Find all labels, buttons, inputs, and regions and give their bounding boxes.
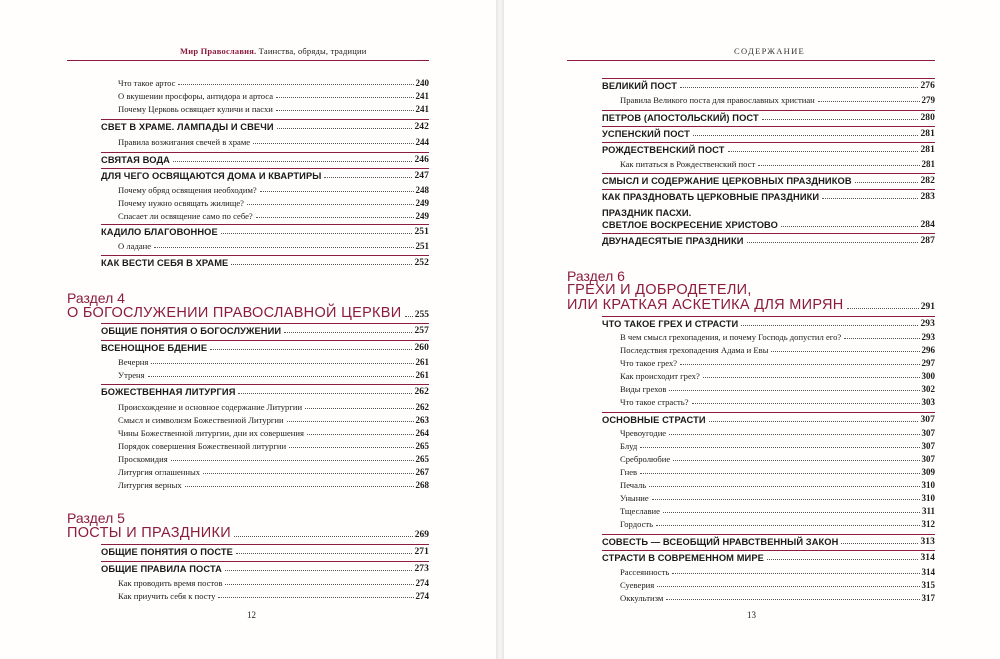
toc-entry[interactable]: О вкушении просфоры, антидора и артоса 241 <box>118 91 429 101</box>
right-page <box>504 0 1000 659</box>
toc-heading[interactable]: ПЕТРОВ (АПОСТОЛЬСКИЙ) ПОСТ 280 <box>602 113 935 123</box>
toc-heading[interactable]: ДВУНАДЕСЯТЫЕ ПРАЗДНИКИ 287 <box>602 236 935 246</box>
toc-heading[interactable]: ДЛЯ ЧЕГО ОСВЯЩАЮТСЯ ДОМА И КВАРТИРЫ 247 <box>101 171 429 181</box>
toc-entry[interactable]: Блуд 307 <box>620 441 935 451</box>
toc-heading[interactable]: БОЖЕСТВЕННАЯ ЛИТУРГИЯ 262 <box>101 387 429 397</box>
toc-entry[interactable]: Последствия грехопадения Адама и Евы 296 <box>620 345 935 355</box>
toc-heading[interactable]: КАК ПРАЗДНОВАТЬ ЦЕРКОВНЫЕ ПРАЗДНИКИ 283 <box>602 192 935 202</box>
toc-entry[interactable]: Почему обряд освящения необходим? 248 <box>118 185 429 195</box>
toc-heading[interactable]: УСПЕНСКИЙ ПОСТ 281 <box>602 129 935 139</box>
entry-rule <box>602 233 935 234</box>
entry-rule <box>602 126 935 127</box>
entry-rule <box>602 550 935 551</box>
entry-rule <box>602 316 935 317</box>
toc-entry[interactable]: Проскомидия 265 <box>118 454 429 464</box>
toc-entry[interactable]: Сребролюбие 307 <box>620 454 935 464</box>
toc-heading[interactable]: СОВЕСТЬ — ВСЕОБЩИЙ НРАВСТВЕННЫЙ ЗАКОН 313 <box>602 537 935 547</box>
right-running-head-rule <box>567 60 935 61</box>
toc-entry[interactable]: Как проводить время постов 274 <box>118 578 429 588</box>
section-heading[interactable]: О БОГОСЛУЖЕНИИ ПРАВОСЛАВНОЙ ЦЕРКВИ 255 <box>67 305 429 321</box>
section-heading[interactable]: ПОСТЫ И ПРАЗДНИКИ 269 <box>67 525 429 541</box>
toc-heading[interactable]: КАК ВЕСТИ СЕБЯ В ХРАМЕ 252 <box>101 258 429 268</box>
toc-heading[interactable]: КАДИЛО БЛАГОВОННОЕ 251 <box>101 227 429 237</box>
toc-heading[interactable]: ОБЩИЕ ПОНЯТИЯ О БОГОСЛУЖЕНИИ 257 <box>101 326 429 336</box>
entry-rule <box>101 255 429 256</box>
page-number: 12 <box>247 610 256 620</box>
page-number: 13 <box>747 610 756 620</box>
entry-rule <box>602 534 935 535</box>
toc-entry[interactable]: Уныние 310 <box>620 493 935 503</box>
toc-entry[interactable]: Почему Церковь освящает куличи и пасхи 241 <box>118 104 429 114</box>
toc-entry[interactable]: Как происходит грех? 300 <box>620 371 935 381</box>
toc-entry[interactable]: Как приучить себя к посту 274 <box>118 591 429 601</box>
entry-rule <box>602 78 935 79</box>
left-running-head-rule <box>67 60 429 61</box>
toc-entry[interactable]: Почему нужно освящать жилище? 249 <box>118 198 429 208</box>
toc-entry[interactable]: Вечерня 261 <box>118 357 429 367</box>
toc-heading[interactable]: ВСЕНОЩНОЕ БДЕНИЕ 260 <box>101 343 429 353</box>
toc-entry[interactable]: Что такое грех? 297 <box>620 358 935 368</box>
section-heading[interactable]: ИЛИ КРАТКАЯ АСКЕТИКА ДЛЯ МИРЯН 291 <box>567 297 935 313</box>
toc-entry[interactable]: О ладане 251 <box>118 241 429 251</box>
toc-heading[interactable]: СВЯТАЯ ВОДА 246 <box>101 155 429 165</box>
entry-rule <box>602 189 935 190</box>
toc-heading[interactable]: ЧТО ТАКОЕ ГРЕХ И СТРАСТИ 293 <box>602 319 935 329</box>
toc-entry[interactable]: Чревоугодие 307 <box>620 428 935 438</box>
toc-heading[interactable]: ОСНОВНЫЕ СТРАСТИ 307 <box>602 415 935 425</box>
toc-heading[interactable]: РОЖДЕСТВЕНСКИЙ ПОСТ 281 <box>602 145 935 155</box>
toc-entry[interactable]: Литургия верных 268 <box>118 480 429 490</box>
section-label: Раздел 5 <box>67 510 125 526</box>
toc-entry[interactable]: Литургия оглашенных 267 <box>118 467 429 477</box>
section-label: Раздел 4 <box>67 290 125 306</box>
toc-entry[interactable]: Утреня 261 <box>118 370 429 380</box>
section-label: Раздел 6 <box>567 268 625 284</box>
toc-heading[interactable]: ОБЩИЕ ПОНЯТИЯ О ПОСТЕ 271 <box>101 547 429 557</box>
entry-rule <box>101 544 429 545</box>
toc-entry[interactable]: Виды грехов 302 <box>620 384 935 394</box>
toc-heading[interactable]: ОБЩИЕ ПРАВИЛА ПОСТА 273 <box>101 564 429 574</box>
right-running-head: СОДЕРЖАНИЕ <box>734 46 806 56</box>
toc-entry[interactable]: Рассеянность 314 <box>620 567 935 577</box>
toc-heading[interactable]: СМЫСЛ И СОДЕРЖАНИЕ ЦЕРКОВНЫХ ПРАЗДНИКОВ 282 <box>602 176 935 186</box>
entry-rule <box>101 561 429 562</box>
toc-entry[interactable]: Тщеславие 311 <box>620 506 935 516</box>
entry-rule <box>602 412 935 413</box>
entry-rule <box>101 152 429 153</box>
toc-entry[interactable]: Суеверия 315 <box>620 580 935 590</box>
toc-heading[interactable]: СВЕТ В ХРАМЕ. ЛАМПАДЫ И СВЕЧИ 242 <box>101 122 429 132</box>
toc-entry[interactable]: Чины Божественной литургии, дни их совершения 264 <box>118 428 429 438</box>
entry-rule <box>101 119 429 120</box>
entry-rule <box>101 224 429 225</box>
toc-heading[interactable]: ПРАЗДНИК ПАСХИ. <box>602 208 692 218</box>
toc-entry[interactable]: Правила возжигания свечей в храме 244 <box>118 137 429 147</box>
toc-entry[interactable]: Порядок совершения Божественной литургии 265 <box>118 441 429 451</box>
toc-entry[interactable]: Что такое артос 240 <box>118 78 429 88</box>
toc-heading[interactable]: СТРАСТИ В СОВРЕМЕННОМ МИРЕ 314 <box>602 553 935 563</box>
entry-rule <box>602 142 935 143</box>
toc-entry[interactable]: Как питаться в Рождественский пост 281 <box>620 159 935 169</box>
entry-rule <box>602 110 935 111</box>
entry-rule <box>101 384 429 385</box>
toc-entry[interactable]: Гнев 309 <box>620 467 935 477</box>
toc-heading[interactable]: ВЕЛИКИЙ ПОСТ 276 <box>602 81 935 91</box>
left-page <box>0 0 496 659</box>
toc-heading[interactable]: СВЕТЛОЕ ВОСКРЕСЕНИЕ ХРИСТОВО 284 <box>602 220 935 230</box>
toc-entry[interactable]: Печаль 310 <box>620 480 935 490</box>
book-gutter <box>496 0 504 659</box>
toc-entry[interactable]: Происхождение и основное содержание Литургии 262 <box>118 402 429 412</box>
left-running-head: Мир Православия. Таинства, обряды, традиции <box>180 46 367 56</box>
entry-rule <box>101 323 429 324</box>
toc-entry[interactable]: Что такое страсть? 303 <box>620 397 935 407</box>
toc-entry[interactable]: Оккультизм 317 <box>620 593 935 603</box>
toc-entry[interactable]: Смысл и символизм Божественной Литургии 263 <box>118 415 429 425</box>
toc-entry[interactable]: Гордость 312 <box>620 519 935 529</box>
toc-entry[interactable]: Правила Великого поста для православных христиан 279 <box>620 95 935 105</box>
toc-entry[interactable]: В чем смысл грехопадения, и почему Господь допустил его? 293 <box>620 332 935 342</box>
toc-entry[interactable]: Спасает ли освящение само по себе? 249 <box>118 211 429 221</box>
entry-rule <box>101 168 429 169</box>
entry-rule <box>101 340 429 341</box>
entry-rule <box>602 173 935 174</box>
section-heading: ГРЕХИ И ДОБРОДЕТЕЛИ, <box>567 282 752 298</box>
